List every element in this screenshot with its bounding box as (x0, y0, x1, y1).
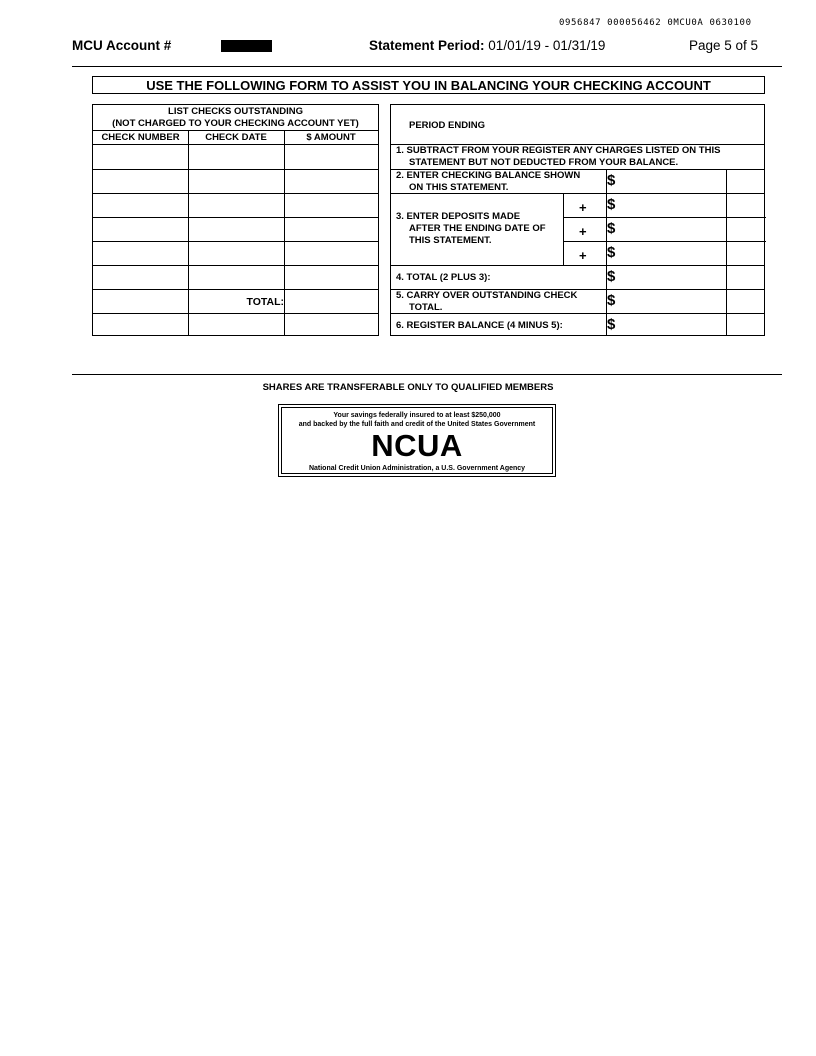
row-rule (391, 193, 764, 194)
dollar-sign: $ (607, 172, 616, 189)
row-rule (93, 289, 378, 290)
ncua-line-2: and backed by the full faith and credit of the United States Government (298, 421, 536, 428)
account-number-redaction (221, 40, 272, 52)
statement-period (369, 38, 605, 53)
row-rule (391, 265, 764, 266)
row-rule (93, 144, 378, 145)
plus-sign: + (579, 248, 587, 263)
step-3-line-2: AFTER THE ENDING DATE OF (409, 223, 546, 234)
period-ending-label: PERIOD ENDING (409, 120, 486, 131)
dollar-sign: $ (607, 244, 616, 261)
plus-sign: + (579, 224, 587, 239)
row-rule (93, 241, 378, 242)
balancing-table (390, 104, 765, 336)
row-rule (93, 217, 378, 218)
col-check-number: CHECK NUMBER (101, 132, 180, 143)
plus-sign: + (579, 200, 587, 215)
col-divider (284, 130, 285, 336)
ncua-line-3: National Credit Union Administration, a U.S. Government Agency (308, 465, 526, 472)
step-2-line-2: ON THIS STATEMENT. (409, 182, 509, 193)
footer-divider (72, 374, 782, 375)
statement-period-value: 01/01/19 - 01/31/19 (488, 38, 606, 53)
cents-col-divider (726, 169, 727, 336)
row-rule (93, 169, 378, 170)
step-6: 6. REGISTER BALANCE (4 MINUS 5): (396, 320, 563, 331)
step-5-line-1: 5. CARRY OVER OUTSTANDING CHECK (396, 290, 578, 301)
dollar-sign: $ (607, 196, 616, 213)
shares-notice: SHARES ARE TRANSFERABLE ONLY TO QUALIFIED MEMBERS (262, 382, 554, 393)
step-1-line-2: STATEMENT BUT NOT DEDUCTED FROM YOUR BALANCE. (409, 157, 679, 168)
ncua-inner-border (281, 407, 553, 474)
checks-total-label: TOTAL: (246, 296, 284, 308)
row-rule (563, 241, 766, 242)
account-label: MCU Account # (72, 38, 172, 53)
row-rule (563, 217, 766, 218)
dollar-sign: $ (607, 268, 616, 285)
step-3-line-1: 3. ENTER DEPOSITS MADE (396, 211, 521, 222)
step-4: 4. TOTAL (2 PLUS 3): (396, 272, 491, 283)
ncua-logo: NCUA (371, 428, 463, 463)
micr-line: 0956847 000056462 0MCU0A 0630100 (559, 18, 752, 28)
header-rule (93, 130, 378, 131)
ncua-line-1: Your savings federally insured to at least $250,000 (333, 412, 501, 419)
step-3-line-3: THIS STATEMENT. (409, 235, 492, 246)
row-rule (93, 193, 378, 194)
col-amount: $ AMOUNT (306, 132, 356, 143)
step-1-line-1: 1. SUBTRACT FROM YOUR REGISTER ANY CHARGES LISTED ON THIS (396, 145, 721, 156)
header-divider (72, 66, 782, 67)
row-rule (93, 265, 378, 266)
row-rule (391, 313, 764, 314)
step-2-line-1: 2. ENTER CHECKING BALANCE SHOWN (396, 170, 581, 181)
statement-period-label: Statement Period: (369, 38, 485, 53)
dollar-sign: $ (607, 292, 616, 309)
step-5-line-2: TOTAL. (409, 302, 443, 313)
ncua-insurance-seal (278, 404, 556, 477)
form-title: USE THE FOLLOWING FORM TO ASSIST YOU IN BALANCING YOUR CHECKING ACCOUNT (92, 76, 765, 94)
plus-col-divider (563, 193, 564, 265)
page-number: Page 5 of 5 (689, 38, 759, 53)
col-check-date: CHECK DATE (205, 132, 267, 143)
amount-col-divider (606, 169, 607, 336)
checks-outstanding-table (92, 104, 379, 336)
checks-subheading: (NOT CHARGED TO YOUR CHECKING ACCOUNT YET) (112, 118, 359, 129)
row-rule (93, 313, 378, 314)
dollar-sign: $ (607, 220, 616, 237)
checks-heading: LIST CHECKS OUTSTANDING (168, 106, 303, 117)
dollar-sign: $ (607, 316, 616, 333)
